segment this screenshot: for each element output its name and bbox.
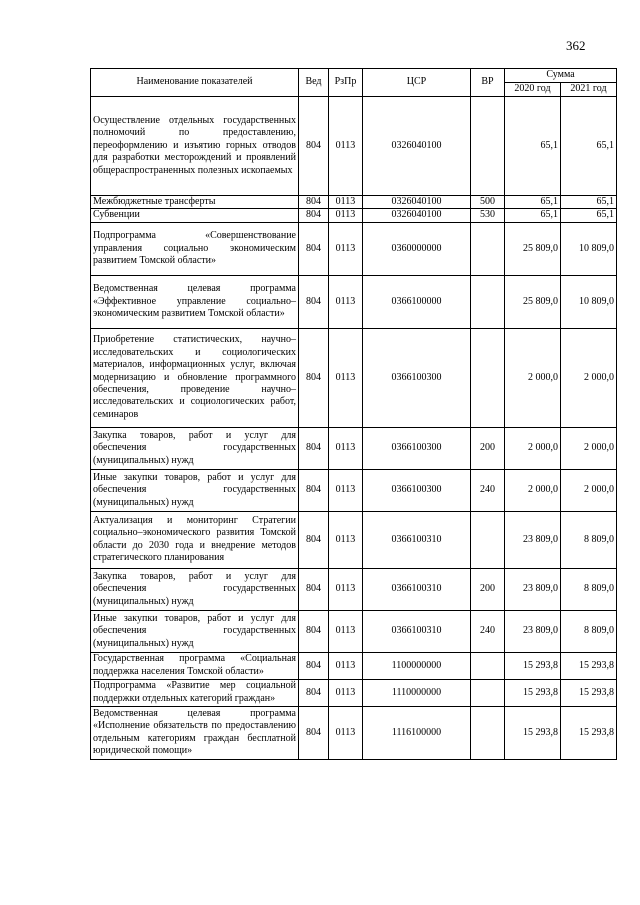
row-2020: 25 809,0 bbox=[505, 222, 561, 275]
row-csr: 0366100000 bbox=[363, 275, 471, 328]
table-row bbox=[91, 275, 617, 328]
row-csr: 1100000000 bbox=[363, 652, 471, 679]
row-2020: 15 293,8 bbox=[505, 652, 561, 679]
row-vr bbox=[471, 679, 505, 706]
table-row bbox=[91, 427, 617, 469]
row-2020: 15 293,8 bbox=[505, 706, 561, 759]
row-2021: 15 293,8 bbox=[561, 706, 617, 759]
row-2020: 2 000,0 bbox=[505, 469, 561, 511]
row-name: Иные закупки товаров, работ и услуг для обеспечения государственных (муниципальных) нужд bbox=[91, 469, 299, 511]
row-ved: 804 bbox=[299, 196, 329, 209]
row-2021: 65,1 bbox=[561, 196, 617, 209]
table-row bbox=[91, 97, 617, 196]
row-csr: 0366100310 bbox=[363, 511, 471, 568]
row-csr: 0366100310 bbox=[363, 610, 471, 652]
table-row bbox=[91, 679, 617, 706]
row-rzpr: 0113 bbox=[329, 275, 363, 328]
row-name: Приобретение статистических, научно–исследовательских и социологических материалов, информационных услуг, включая модернизацию и обновление программного обеспечения, проведение научно–исследовательских и социологических работ, семинаров bbox=[91, 328, 299, 427]
row-name: Осуществление отдельных государственных полномочий по предоставлению, переоформлению и изъятию горных отводов для разработки месторождений и проявлений общераспространенных полезных ископаемых bbox=[91, 97, 299, 196]
row-vr: 200 bbox=[471, 427, 505, 469]
header-name: Наименование показателей bbox=[91, 69, 299, 97]
row-vr bbox=[471, 706, 505, 759]
row-name: Иные закупки товаров, работ и услуг для обеспечения государственных (муниципальных) нужд bbox=[91, 610, 299, 652]
row-2020: 2 000,0 bbox=[505, 328, 561, 427]
row-vr: 240 bbox=[471, 610, 505, 652]
row-ved: 804 bbox=[299, 427, 329, 469]
row-rzpr: 0113 bbox=[329, 328, 363, 427]
budget-table bbox=[90, 68, 617, 760]
header-vr: ВР bbox=[471, 69, 505, 97]
row-rzpr: 0113 bbox=[329, 427, 363, 469]
row-csr: 1110000000 bbox=[363, 679, 471, 706]
row-2020: 23 809,0 bbox=[505, 610, 561, 652]
row-2021: 65,1 bbox=[561, 97, 617, 196]
row-csr: 1116100000 bbox=[363, 706, 471, 759]
header-csr: ЦСР bbox=[363, 69, 471, 97]
row-vr: 240 bbox=[471, 469, 505, 511]
table-body bbox=[91, 97, 617, 760]
header-2020: 2020 год bbox=[505, 83, 561, 97]
row-vr: 200 bbox=[471, 568, 505, 610]
row-csr: 0360000000 bbox=[363, 222, 471, 275]
table-row bbox=[91, 469, 617, 511]
row-ved: 804 bbox=[299, 679, 329, 706]
row-2020: 15 293,8 bbox=[505, 679, 561, 706]
table-row bbox=[91, 209, 617, 222]
row-2021: 8 809,0 bbox=[561, 568, 617, 610]
row-vr bbox=[471, 275, 505, 328]
row-csr: 0366100310 bbox=[363, 568, 471, 610]
row-ved: 804 bbox=[299, 652, 329, 679]
header-rzpr: РзПр bbox=[329, 69, 363, 97]
header-2021: 2021 год bbox=[561, 83, 617, 97]
row-rzpr: 0113 bbox=[329, 679, 363, 706]
table-row bbox=[91, 652, 617, 679]
row-2021: 15 293,8 bbox=[561, 652, 617, 679]
table-row bbox=[91, 610, 617, 652]
page-number: 362 bbox=[566, 38, 586, 53]
row-rzpr: 0113 bbox=[329, 652, 363, 679]
row-2021: 8 809,0 bbox=[561, 511, 617, 568]
row-2020: 65,1 bbox=[505, 196, 561, 209]
row-vr: 500 bbox=[471, 196, 505, 209]
row-csr: 0326040100 bbox=[363, 209, 471, 222]
row-ved: 804 bbox=[299, 706, 329, 759]
row-rzpr: 0113 bbox=[329, 610, 363, 652]
row-name: Ведомственная целевая программа «Исполнение обязательств по предоставлению отдельным категориям граждан бесплатной юридической помощи» bbox=[91, 706, 299, 759]
row-2021: 8 809,0 bbox=[561, 610, 617, 652]
row-rzpr: 0113 bbox=[329, 222, 363, 275]
row-2020: 23 809,0 bbox=[505, 511, 561, 568]
row-vr bbox=[471, 328, 505, 427]
table-row bbox=[91, 222, 617, 275]
row-2021: 10 809,0 bbox=[561, 275, 617, 328]
row-vr: 530 bbox=[471, 209, 505, 222]
table-row bbox=[91, 328, 617, 427]
row-name: Ведомственная целевая программа «Эффективное управление социально–экономическим развитием Томской области» bbox=[91, 275, 299, 328]
row-name: Подпрограмма «Совершенствование управления социально экономическим развитием Томской области» bbox=[91, 222, 299, 275]
row-2021: 65,1 bbox=[561, 209, 617, 222]
row-ved: 804 bbox=[299, 209, 329, 222]
row-rzpr: 0113 bbox=[329, 196, 363, 209]
row-2020: 2 000,0 bbox=[505, 427, 561, 469]
row-name: Государственная программа «Социальная поддержка населения Томской области» bbox=[91, 652, 299, 679]
row-2020: 65,1 bbox=[505, 97, 561, 196]
row-name: Актуализация и мониторинг Стратегии социально–экономического развития Томской области до 2030 года и внедрение методов стратегического планирования bbox=[91, 511, 299, 568]
row-rzpr: 0113 bbox=[329, 469, 363, 511]
row-ved: 804 bbox=[299, 469, 329, 511]
row-csr: 0326040100 bbox=[363, 97, 471, 196]
row-name: Закупка товаров, работ и услуг для обеспечения государственных (муниципальных) нужд bbox=[91, 568, 299, 610]
row-ved: 804 bbox=[299, 328, 329, 427]
row-rzpr: 0113 bbox=[329, 568, 363, 610]
row-csr: 0366100300 bbox=[363, 469, 471, 511]
row-vr bbox=[471, 652, 505, 679]
row-rzpr: 0113 bbox=[329, 511, 363, 568]
row-vr bbox=[471, 511, 505, 568]
row-rzpr: 0113 bbox=[329, 706, 363, 759]
row-ved: 804 bbox=[299, 610, 329, 652]
table-row bbox=[91, 196, 617, 209]
header-ved: Вед bbox=[299, 69, 329, 97]
table-row bbox=[91, 706, 617, 759]
row-ved: 804 bbox=[299, 222, 329, 275]
row-2021: 15 293,8 bbox=[561, 679, 617, 706]
row-csr: 0326040100 bbox=[363, 196, 471, 209]
row-2021: 10 809,0 bbox=[561, 222, 617, 275]
row-ved: 804 bbox=[299, 97, 329, 196]
row-2020: 23 809,0 bbox=[505, 568, 561, 610]
row-vr bbox=[471, 97, 505, 196]
row-vr bbox=[471, 222, 505, 275]
row-2021: 2 000,0 bbox=[561, 427, 617, 469]
row-rzpr: 0113 bbox=[329, 97, 363, 196]
row-2020: 65,1 bbox=[505, 209, 561, 222]
row-name: Закупка товаров, работ и услуг для обеспечения государственных (муниципальных) нужд bbox=[91, 427, 299, 469]
row-ved: 804 bbox=[299, 568, 329, 610]
row-name: Межбюджетные трансферты bbox=[91, 196, 299, 209]
row-2021: 2 000,0 bbox=[561, 469, 617, 511]
row-2020: 25 809,0 bbox=[505, 275, 561, 328]
row-csr: 0366100300 bbox=[363, 427, 471, 469]
row-ved: 804 bbox=[299, 511, 329, 568]
row-2021: 2 000,0 bbox=[561, 328, 617, 427]
row-name: Подпрограмма «Развитие мер социальной поддержки отдельных категорий граждан» bbox=[91, 679, 299, 706]
table-row bbox=[91, 568, 617, 610]
header-sum: Сумма bbox=[505, 69, 617, 83]
row-rzpr: 0113 bbox=[329, 209, 363, 222]
row-csr: 0366100300 bbox=[363, 328, 471, 427]
table-row bbox=[91, 511, 617, 568]
row-name: Субвенции bbox=[91, 209, 299, 222]
row-ved: 804 bbox=[299, 275, 329, 328]
